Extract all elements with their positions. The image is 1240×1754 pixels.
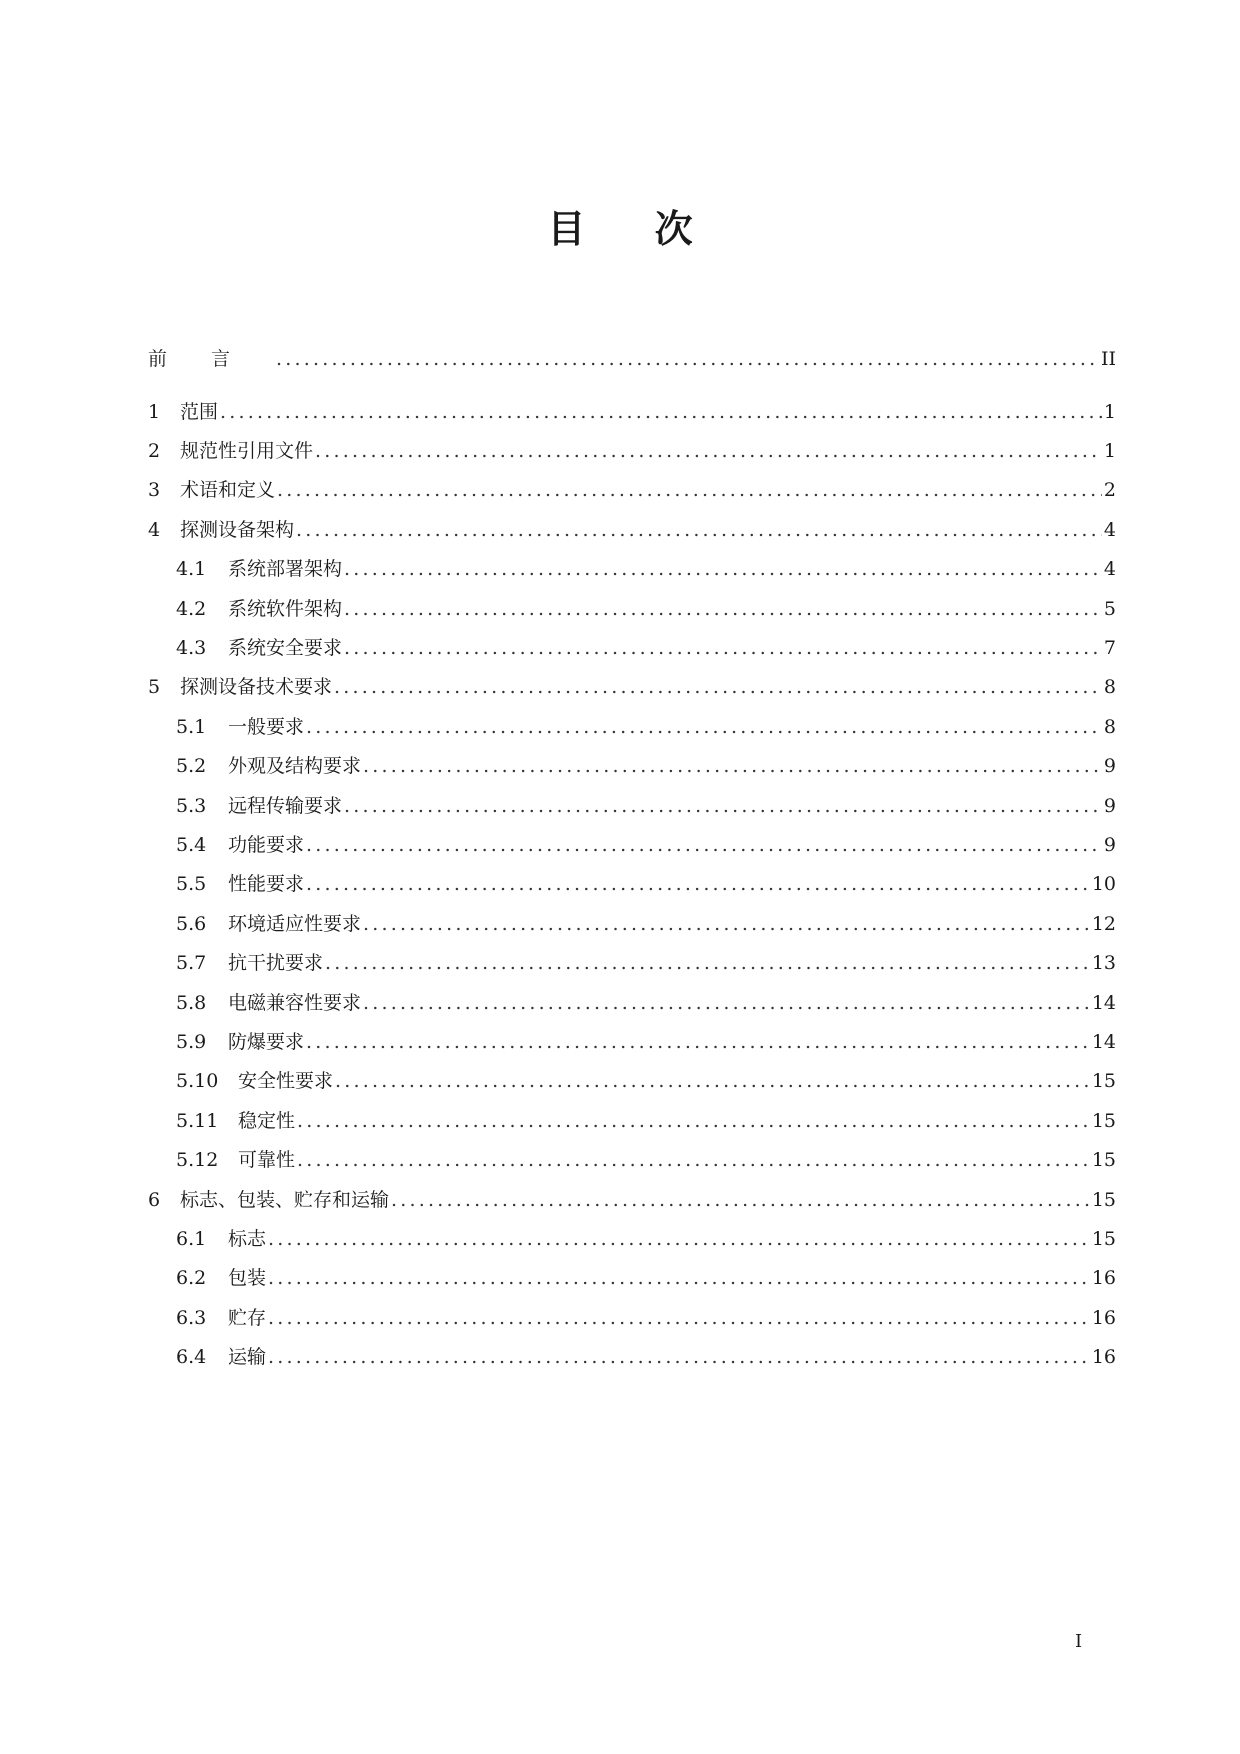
toc-entry-number: 6.4 — [176, 1346, 207, 1368]
toc-entry[interactable] — [148, 1185, 1116, 1215]
toc-entry-page: 16 — [1091, 1346, 1116, 1368]
toc-entry-label: 安全性要求 — [238, 1070, 334, 1092]
dot-leader — [268, 1303, 1090, 1333]
toc-entry-page: 9 — [1103, 795, 1116, 817]
toc-subentry[interactable] — [176, 830, 1116, 860]
toc-entry-label: 前言 — [148, 348, 275, 370]
dot-leader — [306, 869, 1090, 899]
dot-leader — [220, 397, 1102, 427]
toc-entry-label: 包装 — [228, 1267, 267, 1289]
toc-subentry[interactable] — [176, 909, 1116, 939]
toc-entry-number: 2 — [148, 440, 161, 462]
page-title: 目 次 — [547, 207, 721, 251]
toc-entry-page: 9 — [1103, 755, 1116, 777]
toc-entry-page: 8 — [1103, 716, 1116, 738]
toc-entry-number: 4.1 — [176, 558, 207, 580]
toc-subentry[interactable] — [176, 1066, 1116, 1096]
toc-entry-label: 系统安全要求 — [228, 637, 343, 659]
toc-entry-label: 范围 — [180, 401, 219, 423]
toc-entry-page: 14 — [1091, 1031, 1116, 1053]
toc-entry-page: 7 — [1103, 637, 1116, 659]
dot-leader — [306, 1027, 1090, 1057]
dot-leader — [276, 344, 1099, 374]
toc-subentry[interactable] — [176, 633, 1116, 663]
toc-entry-page: 13 — [1091, 952, 1116, 974]
toc-entry-label: 一般要求 — [228, 716, 305, 738]
toc-entry-number: 5.5 — [176, 873, 207, 895]
toc-entry-page: 16 — [1091, 1267, 1116, 1289]
toc-subentry[interactable] — [176, 1224, 1116, 1254]
dot-leader — [315, 436, 1102, 466]
dot-leader — [306, 830, 1102, 860]
toc-entry-label: 性能要求 — [228, 873, 305, 895]
toc-subentry[interactable] — [176, 948, 1116, 978]
toc-entry-label: 电磁兼容性要求 — [228, 992, 362, 1014]
toc-entry-label: 规范性引用文件 — [180, 440, 314, 462]
dot-leader — [391, 1185, 1090, 1215]
toc-entry[interactable] — [148, 515, 1116, 545]
toc-entry-number: 5.1 — [176, 716, 207, 738]
toc-entry-number: 5.4 — [176, 834, 207, 856]
toc-entry-label: 系统部署架构 — [228, 558, 343, 580]
toc-subentry[interactable] — [176, 1145, 1116, 1175]
dot-leader — [335, 1066, 1090, 1096]
toc-subentry[interactable] — [176, 988, 1116, 1018]
toc-entry-label: 运输 — [228, 1346, 267, 1368]
toc-entry-number: 5 — [148, 676, 161, 698]
toc-entry-label: 标志 — [228, 1228, 267, 1250]
toc-entry-number: 5.3 — [176, 795, 207, 817]
toc-entry-page: 15 — [1091, 1228, 1116, 1250]
toc-entry-label: 功能要求 — [228, 834, 305, 856]
toc-entry-number: 5.2 — [176, 755, 207, 777]
dot-leader — [297, 1145, 1090, 1175]
dot-leader — [277, 475, 1102, 505]
toc-entry-label: 防爆要求 — [228, 1031, 305, 1053]
dot-leader — [344, 791, 1102, 821]
page-number: I — [1075, 1631, 1083, 1652]
toc-entry-label: 探测设备架构 — [180, 519, 295, 541]
toc-entry[interactable] — [148, 397, 1116, 427]
toc-entry-page: 1 — [1103, 401, 1116, 423]
toc-entry-label: 抗干扰要求 — [228, 952, 324, 974]
toc-entry-number: 4.3 — [176, 637, 207, 659]
toc-entry-page: 4 — [1103, 519, 1116, 541]
toc-subentry[interactable] — [176, 869, 1116, 899]
dot-leader — [363, 988, 1090, 1018]
dot-leader — [268, 1342, 1090, 1372]
toc-entry-label: 可靠性 — [238, 1149, 296, 1171]
toc-entry-number: 6 — [148, 1189, 161, 1211]
toc-entry-number: 5.11 — [176, 1110, 219, 1132]
dot-leader — [268, 1263, 1090, 1293]
toc-entry-number: 5.6 — [176, 913, 207, 935]
toc-subentry[interactable] — [176, 554, 1116, 584]
toc-entry-page: 10 — [1091, 873, 1116, 895]
toc-entry-page: 15 — [1091, 1149, 1116, 1171]
toc-entry-number: 5.10 — [176, 1070, 219, 1092]
toc-entry-label: 远程传输要求 — [228, 795, 343, 817]
toc-entry-foreword[interactable] — [148, 344, 1116, 374]
toc-entry-page: 14 — [1091, 992, 1116, 1014]
toc-entry-label: 贮存 — [228, 1307, 267, 1329]
dot-leader — [363, 751, 1102, 781]
toc-entry-label: 系统软件架构 — [228, 598, 343, 620]
toc-entry-page: 8 — [1103, 676, 1116, 698]
dot-leader — [344, 633, 1102, 663]
toc-entry-page: 15 — [1091, 1110, 1116, 1132]
toc-subentry[interactable] — [176, 1263, 1116, 1293]
toc-subentry[interactable] — [176, 751, 1116, 781]
toc-entry-number: 5.8 — [176, 992, 207, 1014]
toc-subentry[interactable] — [176, 791, 1116, 821]
toc-entry-page: 2 — [1103, 479, 1116, 501]
toc-entry-page: 5 — [1103, 598, 1116, 620]
toc-entry-page: 15 — [1091, 1189, 1116, 1211]
toc-entry-number: 6.1 — [176, 1228, 207, 1250]
toc-entry-page: 1 — [1103, 440, 1116, 462]
toc-entry[interactable] — [148, 436, 1116, 466]
dot-leader — [363, 909, 1090, 939]
toc-entry[interactable] — [148, 672, 1116, 702]
toc-subentry[interactable] — [176, 594, 1116, 624]
dot-leader — [268, 1224, 1090, 1254]
dot-leader — [334, 672, 1102, 702]
toc-entry-number: 6.2 — [176, 1267, 207, 1289]
toc-entry[interactable] — [148, 475, 1116, 505]
toc-entry-page: 4 — [1103, 558, 1116, 580]
toc-entry-number: 4 — [148, 519, 161, 541]
dot-leader — [344, 554, 1102, 584]
toc-entry-label: 外观及结构要求 — [228, 755, 362, 777]
toc-entry-number: 5.12 — [176, 1149, 219, 1171]
dot-leader — [296, 515, 1102, 545]
toc-entry-page: 12 — [1091, 913, 1116, 935]
toc-entry-label: 探测设备技术要求 — [180, 676, 333, 698]
toc-entry-label: 术语和定义 — [180, 479, 276, 501]
dot-leader — [297, 1106, 1090, 1136]
dot-leader — [325, 948, 1090, 978]
toc-entry-label: 环境适应性要求 — [228, 913, 362, 935]
toc-subentry[interactable] — [176, 1303, 1116, 1333]
toc-entry-number: 5.7 — [176, 952, 207, 974]
toc-entry-number: 4.2 — [176, 598, 207, 620]
toc-entry-number: 5.9 — [176, 1031, 207, 1053]
toc-subentry[interactable] — [176, 1342, 1116, 1372]
dot-leader — [344, 594, 1102, 624]
toc-subentry[interactable] — [176, 1027, 1116, 1057]
toc-entry-page: 9 — [1103, 834, 1116, 856]
toc-entry-number: 1 — [148, 401, 161, 423]
toc-entry-label: 稳定性 — [238, 1110, 296, 1132]
toc-entry-number: 6.3 — [176, 1307, 207, 1329]
toc-subentry[interactable] — [176, 712, 1116, 742]
toc-entry-page: II — [1100, 348, 1116, 370]
toc-subentry[interactable] — [176, 1106, 1116, 1136]
dot-leader — [306, 712, 1102, 742]
toc-entry-page: 15 — [1091, 1070, 1116, 1092]
toc-entry-page: 16 — [1091, 1307, 1116, 1329]
toc-entry-number: 3 — [148, 479, 161, 501]
toc-entry-label: 标志、包装、贮存和运输 — [180, 1189, 390, 1211]
